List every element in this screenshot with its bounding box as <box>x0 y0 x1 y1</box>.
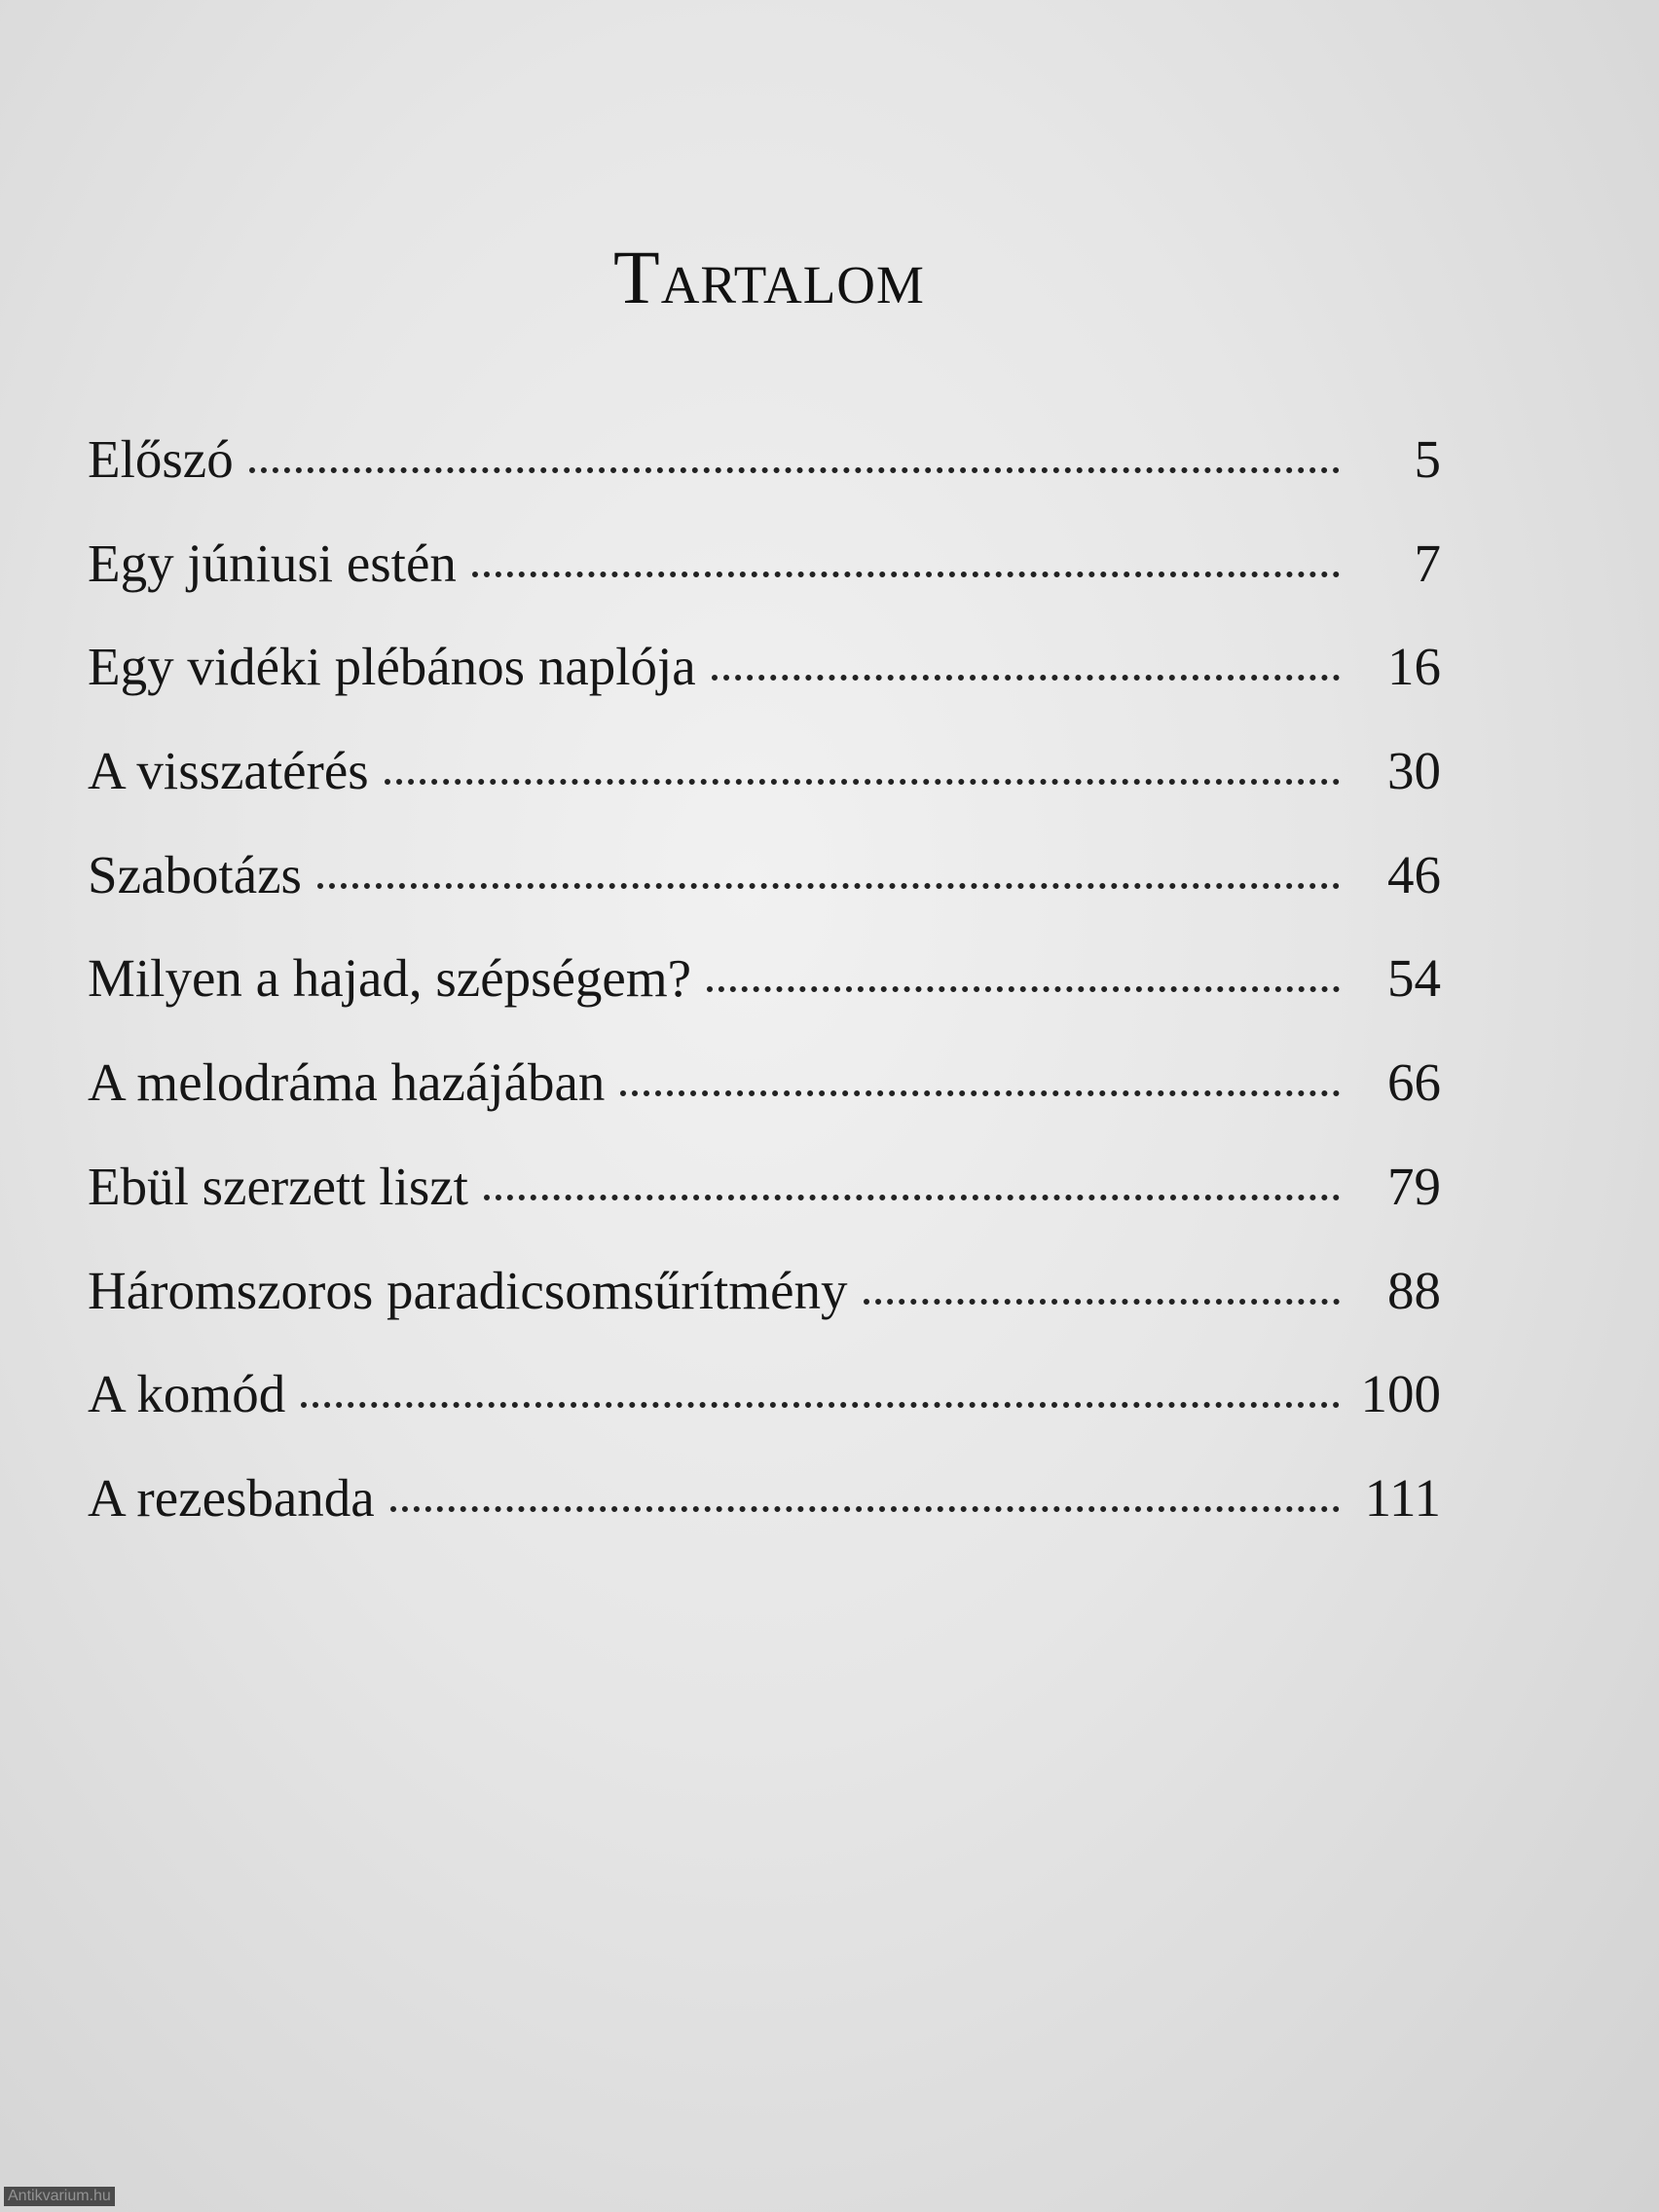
dot-leader <box>484 1195 1340 1200</box>
toc-entry-title: Egy júniusi estén <box>88 533 457 593</box>
toc-entry-title: Milyen a hajad, szépségem? <box>88 948 692 1009</box>
toc-entry-page: 5 <box>1414 429 1441 489</box>
dot-leader <box>317 883 1340 889</box>
dot-leader <box>472 571 1340 577</box>
toc-entry-page: 88 <box>1387 1260 1441 1320</box>
toc-entry-page: 16 <box>1387 637 1441 697</box>
toc-entry-page: 111 <box>1364 1467 1441 1528</box>
toc-entry-page: 30 <box>1387 741 1441 801</box>
page-title: Tartalom <box>613 235 925 319</box>
dot-leader <box>707 986 1340 992</box>
toc-entry-title: A visszatérés <box>88 741 369 801</box>
dot-leader <box>249 467 1340 473</box>
dot-leader <box>301 1402 1340 1408</box>
toc-entry <box>88 1363 1441 1467</box>
toc-entry <box>88 636 1441 740</box>
toc-entry <box>88 947 1441 1051</box>
toc-entry-title: Egy vidéki plébános naplója <box>88 637 696 697</box>
toc-entry-page: 54 <box>1387 948 1441 1009</box>
toc-entry-title: A melodráma hazájában <box>88 1052 606 1113</box>
dot-leader <box>620 1090 1340 1096</box>
toc-entry <box>88 1051 1441 1156</box>
toc-entry-page: 100 <box>1360 1364 1441 1424</box>
toc-entry <box>88 1260 1441 1364</box>
toc-entry <box>88 1467 1441 1571</box>
toc-entry-page: 79 <box>1387 1156 1441 1216</box>
toc-entry <box>88 428 1441 533</box>
dot-leader <box>864 1299 1340 1305</box>
toc-entry-title: Háromszoros paradicsomsűrítmény <box>88 1260 848 1320</box>
toc-entry-page: 46 <box>1387 844 1441 904</box>
toc-entry <box>88 844 1441 948</box>
dot-leader <box>390 1506 1340 1512</box>
toc-entry <box>88 740 1441 844</box>
toc-entry-title: Szabotázs <box>88 844 302 904</box>
toc-entry <box>88 1156 1441 1260</box>
table-of-contents <box>88 428 1441 1571</box>
toc-entry-title: A komód <box>88 1364 286 1424</box>
toc-entry-title: Ebül szerzett liszt <box>88 1156 468 1216</box>
toc-entry-title: A rezesbanda <box>88 1467 375 1528</box>
toc-entry-title: Előszó <box>88 429 234 489</box>
watermark: Antikvarium.hu <box>4 2187 115 2206</box>
toc-entry-page: 66 <box>1387 1052 1441 1113</box>
toc-entry-page: 7 <box>1414 533 1441 593</box>
dot-leader <box>712 675 1340 681</box>
toc-entry <box>88 533 1441 637</box>
dot-leader <box>385 779 1340 785</box>
